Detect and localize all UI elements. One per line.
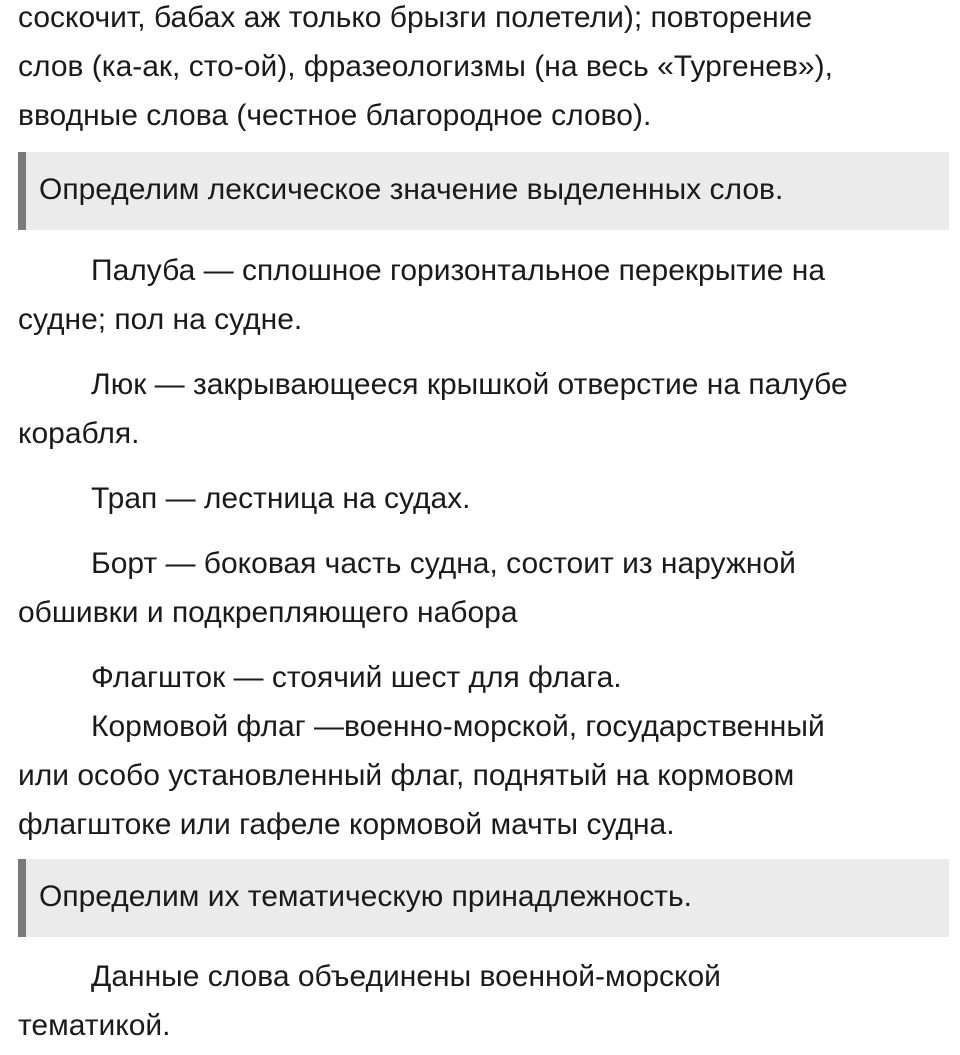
text-line: обшивки и подкрепляющего набора bbox=[18, 596, 518, 629]
conclusion-paragraph bbox=[18, 952, 943, 1050]
text-line: тематикой. bbox=[18, 1009, 171, 1042]
text-line: флагштоке или гафеле кормовой мачты судна. bbox=[18, 808, 675, 841]
heading-text: Определим их тематическую принадлежность. bbox=[39, 880, 692, 913]
text-line: Данные слова объединены военной-морской bbox=[91, 960, 721, 993]
text-line: слов (ка-ак, сто-ой), фразеологизмы (на весь «Тургенев»), bbox=[18, 50, 833, 83]
text-line: соскочит, бабах аж только брызги полетели); повторение bbox=[18, 1, 813, 34]
text-line: Трап — лестница на судах. bbox=[91, 482, 471, 515]
definition-paluba bbox=[18, 246, 943, 344]
text-line: Борт — боковая часть судна, состоит из наружной bbox=[91, 547, 796, 580]
text-line: судне; пол на судне. bbox=[18, 303, 303, 336]
text-line: корабля. bbox=[18, 417, 140, 450]
definition-flagshtok bbox=[18, 653, 943, 849]
text-line: Палуба — сплошное горизонтальное перекрытие на bbox=[91, 254, 826, 287]
section-heading-thematic bbox=[18, 859, 949, 937]
text-line: Люк — закрывающееся крышкой отверстие на палубе bbox=[91, 368, 848, 401]
text-line: или особо установленный флаг, поднятый на кормовом bbox=[18, 759, 795, 792]
text-line: Кормовой флаг —военно-морской, государственный bbox=[91, 710, 825, 743]
heading-text: Определим лексическое значение выделенных слов. bbox=[39, 173, 784, 206]
text-line: Флагшток — стоячий шест для флага. bbox=[91, 661, 622, 694]
intro-paragraph bbox=[18, 0, 943, 140]
text-line: вводные слова (честное благородное слово). bbox=[18, 99, 652, 132]
definition-bort bbox=[18, 539, 943, 637]
definition-trap bbox=[18, 474, 943, 523]
definition-lyuk bbox=[18, 360, 943, 458]
section-heading-lexical bbox=[18, 152, 949, 230]
